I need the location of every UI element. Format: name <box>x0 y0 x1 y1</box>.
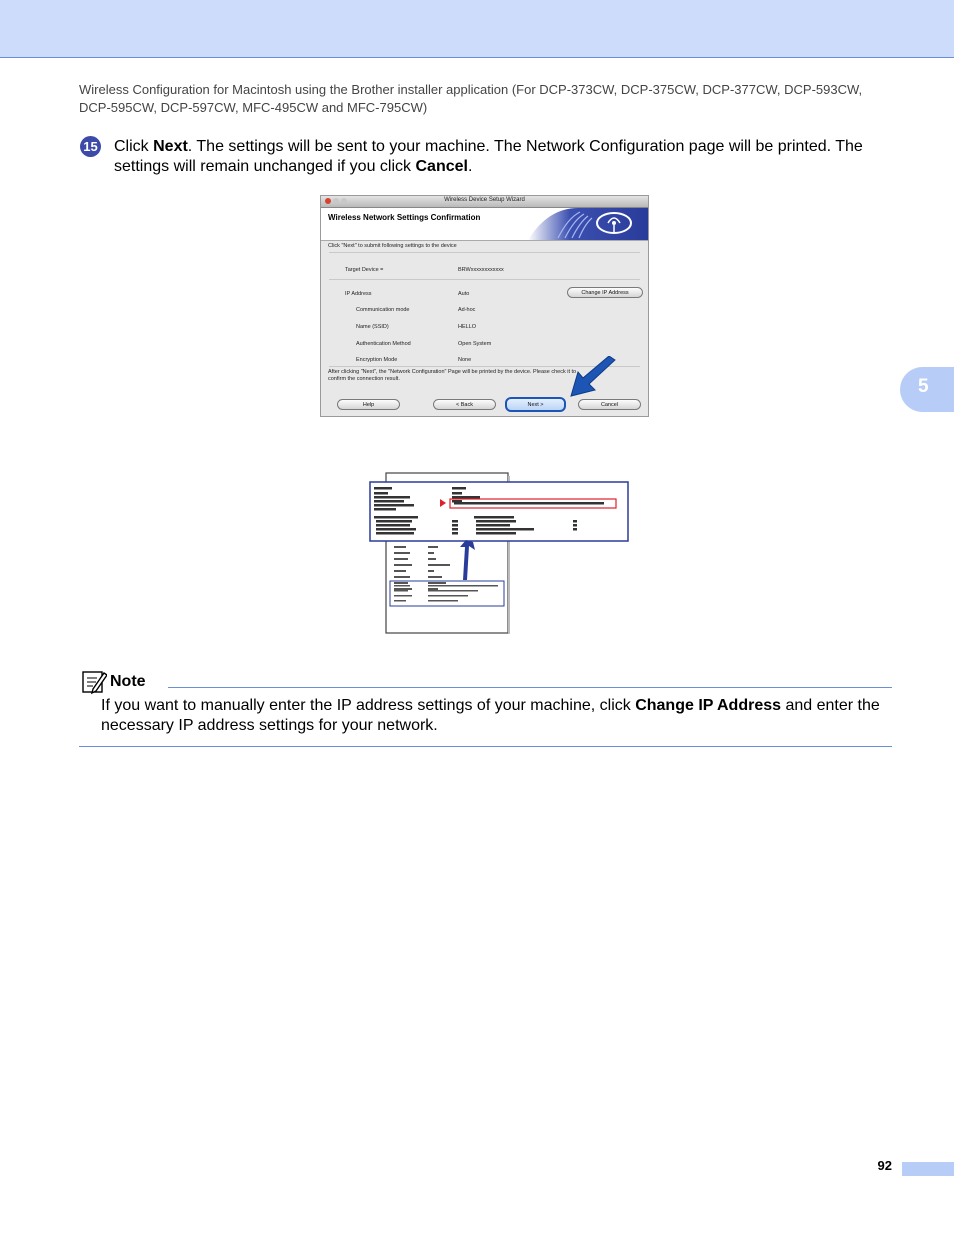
step-number-badge: 15 <box>80 136 101 157</box>
back-button[interactable]: < Back <box>433 399 496 410</box>
help-button[interactable]: Help <box>337 399 400 410</box>
authentication-method-label: Authentication Method <box>356 341 411 347</box>
page-number-tab <box>902 1162 954 1176</box>
note-pencil-icon <box>81 669 107 695</box>
network-configuration-printout-figure <box>368 470 632 635</box>
target-device-label: Target Device = <box>345 267 384 273</box>
note-text-2: and enter the necessary IP address settings for your network. <box>101 697 880 734</box>
change-ip-address-button[interactable]: Change IP Address <box>567 287 643 298</box>
note-label: Note <box>110 673 146 690</box>
step-text-1: Click <box>114 138 154 155</box>
page-number: 92 <box>877 1158 892 1173</box>
top-header-band <box>0 0 954 58</box>
target-device-value: BRWxxxxxxxxxxxx <box>458 267 504 273</box>
step-bold-cancel: Cancel <box>415 158 468 175</box>
wizard-header-title: Wireless Network Settings Confirmation <box>328 213 481 222</box>
divider <box>329 279 640 280</box>
step-instruction <box>114 137 904 177</box>
authentication-method-value: Open System <box>458 341 492 347</box>
wizard-header <box>321 208 648 241</box>
wizard-titlebar <box>321 196 648 208</box>
ssid-value: HELLO <box>458 324 477 330</box>
encryption-mode-value: None <box>458 357 472 363</box>
wizard-instruction: Click "Next" to submit following settings to the device <box>328 243 457 249</box>
pointer-arrow-icon <box>569 356 617 398</box>
note-text <box>101 696 901 736</box>
next-button[interactable]: Next > <box>505 397 566 412</box>
divider <box>329 252 640 253</box>
running-head: Wireless Configuration for Macintosh using the Brother installer application (For DCP-373CW, DCP-375CW, DCP-377CW, DCP-593CW, DCP-595CW, DCP-597CW, MFC-495CW and MFC-795CW) <box>79 82 863 115</box>
note-bold-change-ip: Change IP Address <box>635 697 782 714</box>
wizard-footer-line-2: confirm the connection result. <box>328 376 400 382</box>
wizard-window-title: Wireless Device Setup Wizard <box>444 197 525 203</box>
chapter-tab <box>900 367 954 412</box>
chapter-number: 5 <box>918 376 929 397</box>
note-bottom-rule <box>79 746 892 747</box>
ip-address-label: IP Address <box>345 291 372 297</box>
encryption-mode-label: Encryption Mode <box>356 357 398 363</box>
communication-mode-label: Communication mode <box>356 307 410 313</box>
step-text-2: . The settings will be sent to your machine. The Network Configuration page will be printed. The settings will remain unchanged if you click <box>114 138 863 175</box>
communication-mode-value: Ad-hoc <box>458 307 476 313</box>
ip-address-value: Auto <box>458 291 470 297</box>
cancel-button[interactable]: Cancel <box>578 399 641 410</box>
ssid-label: Name (SSID) <box>356 324 389 330</box>
wireless-banner-icon <box>518 208 648 240</box>
wizard-dialog <box>320 195 649 417</box>
note-text-1: If you want to manually enter the IP address settings of your machine, click <box>101 697 636 714</box>
wizard-footer-line-1: After clicking "Next", the "Network Configuration" Page will be printed by the device. Please check it to <box>328 369 577 375</box>
step-bold-next: Next <box>153 138 188 155</box>
note-top-rule <box>168 687 892 688</box>
step-text-3: . <box>467 158 473 175</box>
